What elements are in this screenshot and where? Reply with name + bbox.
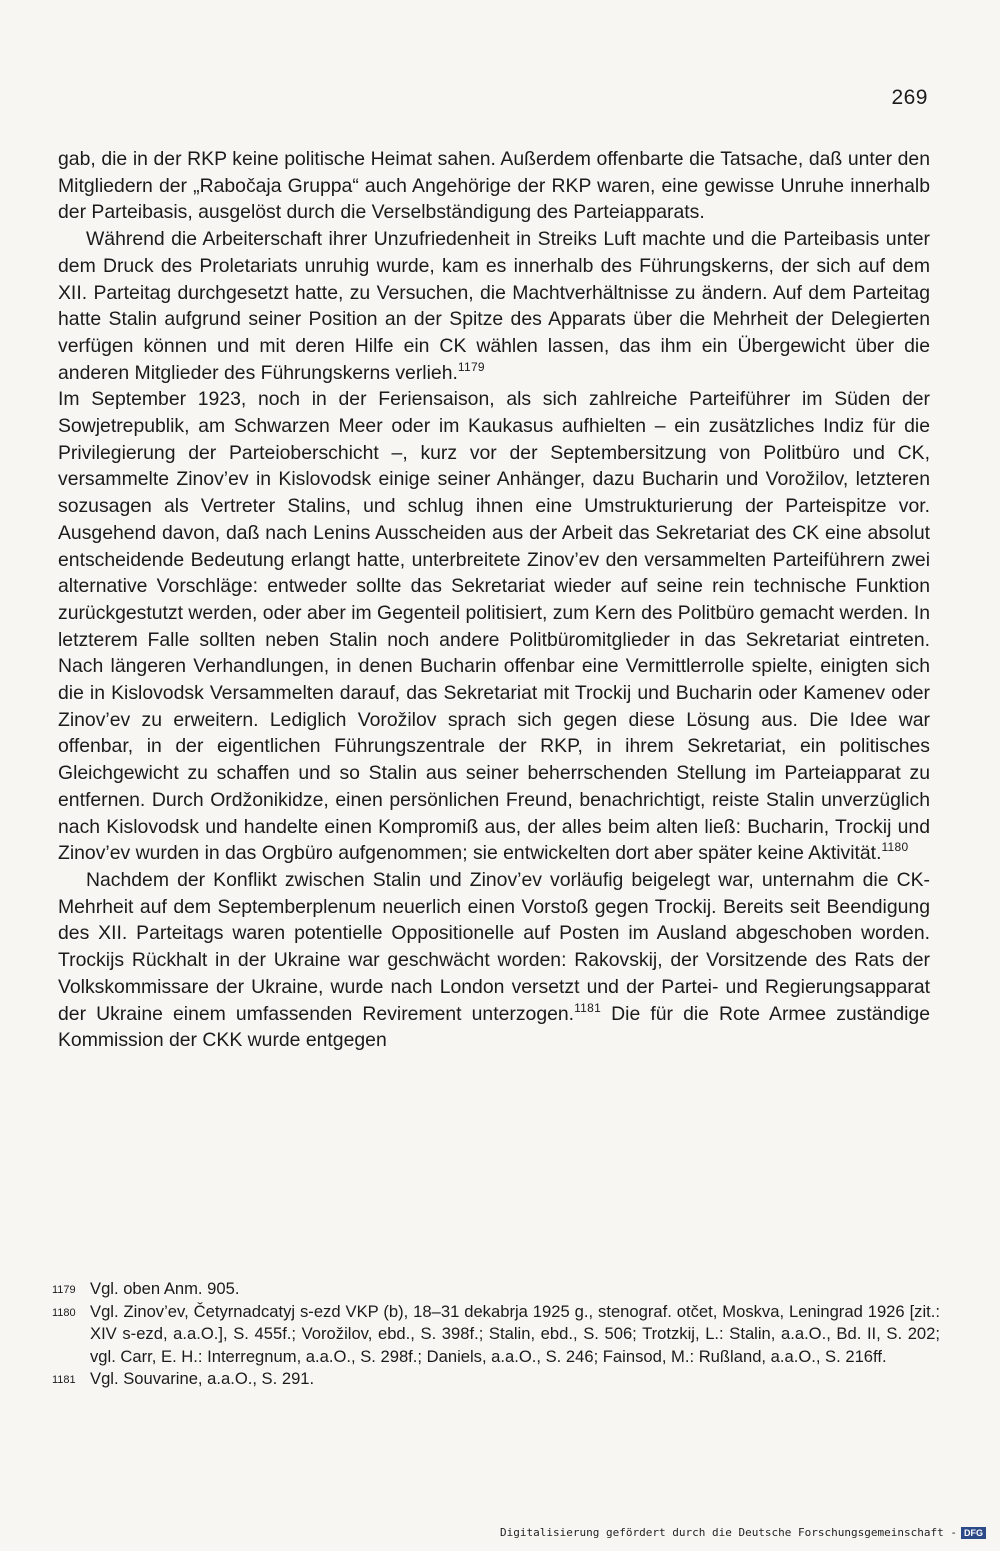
paragraph: Nachdem der Konflikt zwischen Stalin und Zinov’ev vorläufig beigelegt war, unternahm die CK-Mehrheit auf dem Septemberplenum neuerlich einen Vorstoß gegen Trockij. Bereits seit Beendigung des XII. Parteitags waren potentielle Oppositionelle auf Posten im Ausland abgeschoben worden. Trockijs Rückhalt in der Ukraine war geschwächt worden: Rakovskij, der Vorsitzende des Rats der Volkskommissare der Ukraine, wurde nach London versetzt und der Partei- und Regierungsapparat der Ukraine einem umfassenden Revirement unterzogen.$^{1181}$ Die für die Rote Armee zuständige Kommission der CKK wurde entgegen xyxy=(58,868,930,1052)
page-number: 269 xyxy=(891,86,928,109)
paragraph: Während die Arbeiterschaft ihrer Unzufriedenheit in Streiks Luft machte und die Parteibasis unter dem Druck des Proletariats unruhig wurde, kam es innerhalb des Führungskerns, der sich auf dem XII. Parteitag durchgesetzt hatte, zu Versuchen, die Machtverhältnisse zu ändern. Auf dem Parteitag hatte Stalin aufgrund seiner Position an der Spitze des Apparats über die Mehrheit der Delegierten verfügen können und mit deren Hilfe ein CK wählen lassen, das ihm ein Übergewicht über die anderen Mitglieder des Führungskerns verlieh.$^{1179}$ xyxy=(58,228,930,384)
footnote xyxy=(52,1301,940,1368)
footnote-number: 1179 xyxy=(52,1284,76,1296)
footnotes xyxy=(52,1278,940,1391)
footnote-reference[interactable]: 1179 xyxy=(457,359,485,374)
footnote-reference[interactable]: 1181 xyxy=(574,1000,602,1015)
paragraph: gab, die in der RKP keine politische Heimat sahen. Außerdem offenbarte die Tatsache, daß unter den Mitgliedern der „Rabočaja Gruppa“ auch Angehörige der RKP waren, eine gewisse Unruhe innerhalb der Parteibasis, ausgelöst durch die Verselbständigung des Parteiapparats. xyxy=(58,148,930,224)
body-text xyxy=(58,146,930,1054)
footnote-number: 1181 xyxy=(52,1373,76,1386)
footnote xyxy=(52,1368,940,1391)
dfg-logo: DFG xyxy=(961,1527,986,1539)
digitization-credit xyxy=(500,1526,986,1539)
footnote-number: 1180 xyxy=(52,1307,76,1320)
credit-text: Digitalisierung gefördert durch die Deutsche Forschungsgemeinschaft - xyxy=(500,1526,957,1539)
footnote-text: Vgl. Zinov’ev, Četyrnadcatyj s-ezd VKP (b), 18–31 dekabrja 1925 g., stenograf. otčet, Moskva, Leningrad 1926 [zit.: XIV s-ezd, a.a.O.], S. 455f.; Vorožilov, ebd., S. 398f.; Stalin, ebd., S. 506; Trotzkij, L.: Stalin, a.a.O., Bd. II, S. 202; vgl. Carr, E. H.: Interregnum, a.a.O., S. 298f.; Daniels, a.a.O., S. 246; Fainsod, M.: Rußland, a.a.O., S. 216ff. xyxy=(90,1302,940,1366)
footnote-reference[interactable]: 1180 xyxy=(881,840,909,855)
footnote xyxy=(52,1278,940,1301)
footnote-text: Vgl. oben Anm. 905. xyxy=(90,1279,240,1298)
paragraph: Im September 1923, noch in der Feriensaison, als sich zahlreiche Parteiführer im Süden der Sowjetrepublik, am Schwarzen Meer oder im Kaukasus aufhielten – ein zusätzliches Indiz für die Privilegierung der Parteioberschicht –, kurz vor der Septembersitzung von Politbüro und CK, versammelte Zinov’ev in Kislovodsk einige seiner Anhänger, dazu Bucharin und Vorožilov, letzteren sozusagen als Vertreter Stalins, und schlug ihnen eine Umstrukturierung der Parteispitze vor. Ausgehend davon, daß nach Lenins Ausscheiden aus der Arbeit das Sekretariat des CK eine absolut entscheidende Bedeutung erlangt hatte, unterbreitete Zinov’ev den versammelten Parteiführern zwei alternative Vorschläge: entweder sollte das Sekretariat wieder auf seine rein technische Funktion zurückgestutzt werden, oder aber im Gegenteil politisiert, zum Kern des Politbüro gemacht werden. In letzterem Falle sollten neben Stalin noch andere Politbüromitglieder in das Sekretariat eintreten. Nach längeren Verhandlungen, in denen Bucharin offenbar eine Vermittlerrolle spielte, einigten sich die in Kislovodsk Versammelten darauf, das Sekretariat mit Trockij und Bucharin oder Kamenev oder Zinov’ev zu erweitern. Lediglich Vorožilov sprach sich gegen diese Lösung aus. Die Idee war offenbar, in der eigentlichen Führungszentrale der RKP, in ihrem Sekretariat, ein politisches Gleichgewicht zu schaffen und so Stalin aus seiner beherrschenden Stellung im Parteiapparat zu entfernen. Durch Ordžonikidze, einen persönlichen Freund, benachrichtigt, reiste Stalin unverzüglich nach Kislovodsk und handelte einen Kompromiß aus, der alles beim alten ließ: Bucharin, Trockij und Zinov’ev wurden in das Orgbüro aufgenommen; sie entwickelten dort aber später keine Aktivität.$^{1180}$ xyxy=(58,388,930,865)
footnote-text: Vgl. Souvarine, a.a.O., S. 291. xyxy=(90,1368,315,1388)
